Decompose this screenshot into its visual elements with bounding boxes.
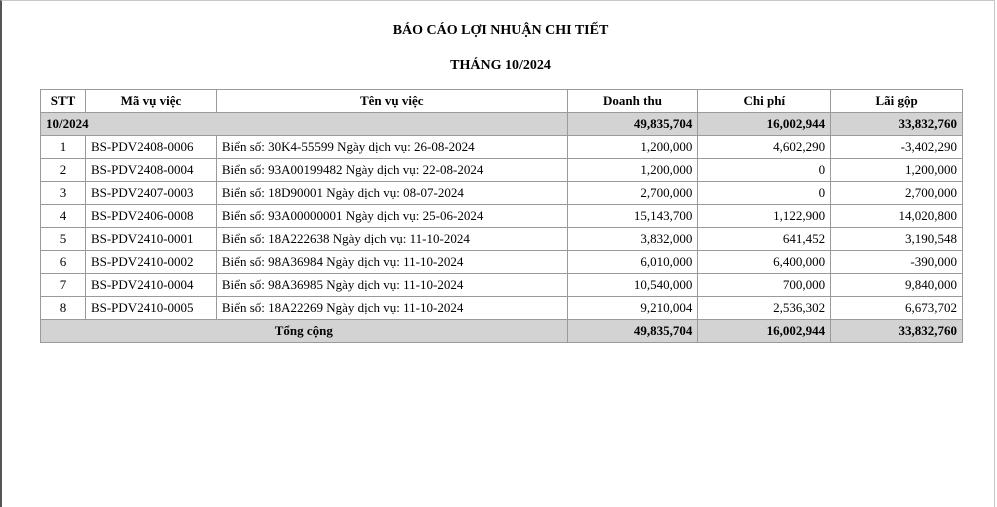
- row-stt: 1: [41, 136, 86, 159]
- table-header-row: [41, 90, 963, 113]
- row-cost: 0: [698, 159, 831, 182]
- total-profit: 33,832,760: [831, 320, 963, 343]
- row-code: BS-PDV2410-0004: [85, 274, 216, 297]
- header-revenue: Doanh thu: [567, 90, 698, 113]
- row-code: BS-PDV2410-0001: [85, 228, 216, 251]
- row-revenue: 10,540,000: [567, 274, 698, 297]
- group-cost: 16,002,944: [698, 113, 831, 136]
- row-revenue: 9,210,004: [567, 297, 698, 320]
- row-revenue: 1,200,000: [567, 136, 698, 159]
- row-profit: 14,020,800: [831, 205, 963, 228]
- row-stt: 2: [41, 159, 86, 182]
- total-revenue: 49,835,704: [567, 320, 698, 343]
- table-row: [41, 297, 963, 320]
- row-cost: 2,536,302: [698, 297, 831, 320]
- row-cost: 0: [698, 182, 831, 205]
- total-label: Tổng cộng: [41, 320, 568, 343]
- row-code: BS-PDV2410-0002: [85, 251, 216, 274]
- row-code: BS-PDV2408-0004: [85, 159, 216, 182]
- row-name: Biển số: 30K4-55599 Ngày dịch vụ: 26-08-2024: [216, 136, 567, 159]
- row-code: BS-PDV2406-0008: [85, 205, 216, 228]
- report-subtitle: THÁNG 10/2024: [450, 58, 551, 73]
- group-profit: 33,832,760: [831, 113, 963, 136]
- header-code: Mã vụ việc: [85, 90, 216, 113]
- table-row: [41, 205, 963, 228]
- header-name: Tên vụ việc: [216, 90, 567, 113]
- row-stt: 4: [41, 205, 86, 228]
- row-revenue: 6,010,000: [567, 251, 698, 274]
- table-row: [41, 251, 963, 274]
- row-name: Biển số: 18D90001 Ngày dịch vụ: 08-07-2024: [216, 182, 567, 205]
- table-row: [41, 182, 963, 205]
- row-profit: -390,000: [831, 251, 963, 274]
- row-stt: 3: [41, 182, 86, 205]
- group-revenue: 49,835,704: [567, 113, 698, 136]
- row-cost: 700,000: [698, 274, 831, 297]
- table-row: [41, 136, 963, 159]
- row-cost: 6,400,000: [698, 251, 831, 274]
- row-revenue: 2,700,000: [567, 182, 698, 205]
- row-name: Biển số: 18A22269 Ngày dịch vụ: 11-10-2024: [216, 297, 567, 320]
- total-row: [41, 320, 963, 343]
- row-profit: 6,673,702: [831, 297, 963, 320]
- row-stt: 5: [41, 228, 86, 251]
- row-code: BS-PDV2407-0003: [85, 182, 216, 205]
- row-cost: 641,452: [698, 228, 831, 251]
- report-title: BÁO CÁO LỢI NHUẬN CHI TIẾT: [392, 23, 609, 38]
- header-stt: STT: [41, 90, 86, 113]
- row-name: Biển số: 98A36984 Ngày dịch vụ: 11-10-2024: [216, 251, 567, 274]
- table-row: [41, 228, 963, 251]
- row-profit: -3,402,290: [831, 136, 963, 159]
- row-stt: 7: [41, 274, 86, 297]
- row-revenue: 15,143,700: [567, 205, 698, 228]
- row-profit: 2,700,000: [831, 182, 963, 205]
- table-row: [41, 159, 963, 182]
- row-name: Biển số: 18A222638 Ngày dịch vụ: 11-10-2024: [216, 228, 567, 251]
- row-code: BS-PDV2408-0006: [85, 136, 216, 159]
- row-profit: 1,200,000: [831, 159, 963, 182]
- total-cost: 16,002,944: [698, 320, 831, 343]
- row-profit: 3,190,548: [831, 228, 963, 251]
- row-revenue: 1,200,000: [567, 159, 698, 182]
- row-profit: 9,840,000: [831, 274, 963, 297]
- row-code: BS-PDV2410-0005: [85, 297, 216, 320]
- row-cost: 4,602,290: [698, 136, 831, 159]
- header-profit: Lãi gộp: [831, 90, 963, 113]
- group-label: 10/2024: [41, 113, 568, 136]
- header-cost: Chi phí: [698, 90, 831, 113]
- row-name: Biển số: 93A00199482 Ngày dịch vụ: 22-08-2024: [216, 159, 567, 182]
- row-revenue: 3,832,000: [567, 228, 698, 251]
- table-row: [41, 274, 963, 297]
- row-stt: 6: [41, 251, 86, 274]
- row-stt: 8: [41, 297, 86, 320]
- profit-table: [40, 89, 963, 343]
- row-name: Biển số: 98A36985 Ngày dịch vụ: 11-10-2024: [216, 274, 567, 297]
- group-row: [41, 113, 963, 136]
- row-name: Biển số: 93A00000001 Ngày dịch vụ: 25-06-2024: [216, 205, 567, 228]
- row-cost: 1,122,900: [698, 205, 831, 228]
